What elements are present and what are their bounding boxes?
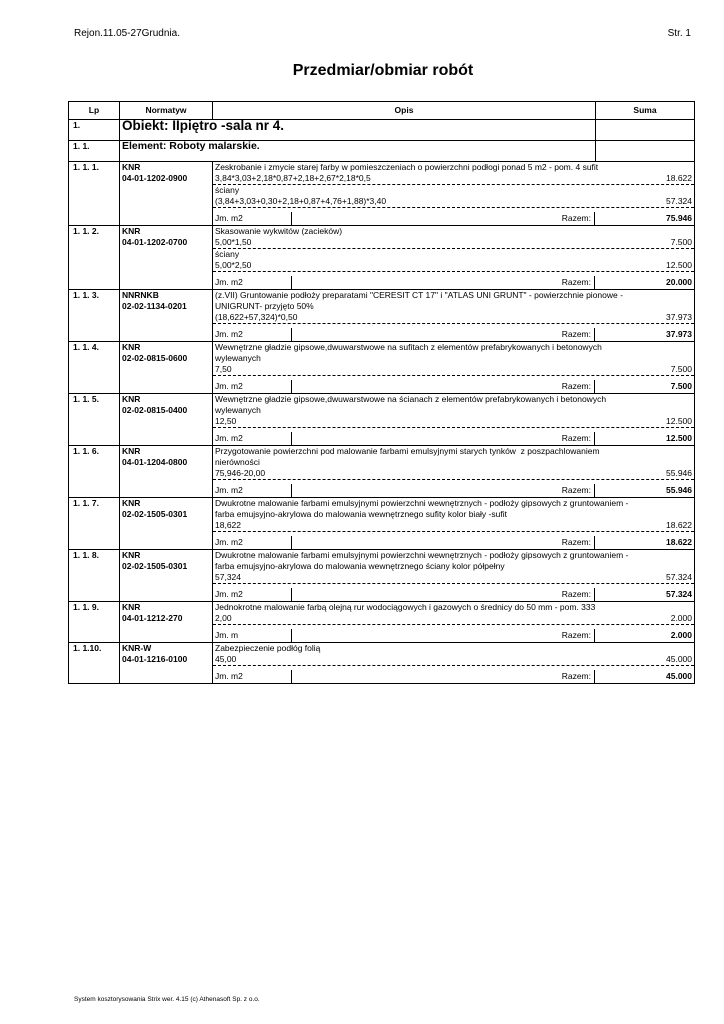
item-description: Skasowanie wykwitów (zacieków) 5,00*1,50 bbox=[215, 226, 343, 247]
item-lp: 1. 1. 5. bbox=[69, 394, 120, 446]
item-lp: 1. 1. 3. bbox=[69, 290, 120, 342]
item-unit: Jm. m2 bbox=[213, 432, 292, 445]
item-lp: 1. 1. 4. bbox=[69, 342, 120, 394]
item-opis bbox=[213, 446, 695, 498]
item-total-line bbox=[213, 588, 694, 601]
item-normatyw bbox=[120, 342, 213, 394]
item-row bbox=[69, 290, 695, 342]
item-norm-catalog: KNR bbox=[122, 498, 141, 508]
item-sub-entry bbox=[213, 162, 694, 185]
item-opis bbox=[213, 643, 695, 684]
item-unit: Jm. m bbox=[213, 629, 292, 642]
item-description: Zabezpieczenie podłóg folią 45,00 bbox=[215, 643, 321, 664]
page-title: Przedmiar/obmiar robót bbox=[292, 62, 474, 79]
item-sub-value: 7.500 bbox=[670, 237, 692, 247]
item-total-line bbox=[213, 212, 694, 225]
item-total: 45.000 bbox=[666, 671, 692, 681]
col-header-opis: Opis bbox=[213, 102, 596, 120]
item-normatyw bbox=[120, 446, 213, 498]
item-total: 37.973 bbox=[666, 329, 692, 339]
item-description: Wewnętrzne gładzie gipsowe,dwuwarstwowe na ścianach z elementów prefabrykowanych i betonowych wylewanych 12,50 bbox=[215, 394, 607, 426]
item-normatyw bbox=[120, 498, 213, 550]
col-header-normatyw: Normatyw bbox=[120, 102, 213, 120]
object-row bbox=[69, 120, 695, 141]
item-norm-code: 02-02-1134-0201 bbox=[122, 301, 187, 311]
item-lp: 1. 1. 2. bbox=[69, 226, 120, 290]
item-lp: 1. 1. 9. bbox=[69, 602, 120, 643]
item-total-line bbox=[213, 276, 694, 289]
razem-label: Razem: bbox=[292, 328, 595, 341]
item-total: 2.000 bbox=[670, 630, 692, 640]
item-description: Zeskrobanie i zmycie starej farby w pomieszczeniach o powierzchni podłogi ponad 5 m2 - pom. 4 sufit 3,84*3,03+2,18*0,87+2,18+2,67*2,18*0,5 bbox=[215, 162, 599, 183]
item-norm-code: 04-01-1202-0700 bbox=[122, 237, 188, 247]
item-norm-code: 04-01-1212-270 bbox=[122, 613, 183, 623]
item-row bbox=[69, 162, 695, 226]
item-unit: Jm. m2 bbox=[213, 484, 292, 497]
col-header-suma: Suma bbox=[596, 102, 695, 120]
item-normatyw bbox=[120, 550, 213, 602]
object-suma-cell bbox=[596, 120, 695, 141]
item-opis bbox=[213, 498, 695, 550]
item-description: (z.VII) Gruntowanie podłoży preparatami "CERESIT CT 17" i "ATLAS UNI GRUNT" - powierzchnie pionowe - UNIGRUNT- przyjęto 50% (18,622+57,324)*0,50 bbox=[215, 290, 623, 322]
page-number: Str. 1 bbox=[667, 28, 691, 39]
element-row bbox=[69, 141, 695, 162]
item-description: ściany 5,00*2,50 bbox=[215, 249, 252, 270]
item-unit: Jm. m2 bbox=[213, 588, 292, 601]
item-total-line bbox=[213, 380, 694, 393]
item-norm-catalog: KNR bbox=[122, 226, 141, 236]
item-norm-catalog: KNR bbox=[122, 550, 141, 560]
item-norm-code: 02-02-1505-0301 bbox=[122, 561, 188, 571]
item-row bbox=[69, 498, 695, 550]
item-description: Przygotowanie powierzchni pod malowanie farbami emulsyjnymi starych tynków z poszpachlowaniem nierówności 75,946-20,00 bbox=[215, 446, 600, 478]
item-total-line bbox=[213, 484, 694, 497]
item-sub-value: 7.500 bbox=[670, 364, 692, 374]
razem-label: Razem: bbox=[292, 212, 595, 225]
item-sub-entry bbox=[213, 342, 694, 376]
item-normatyw bbox=[120, 602, 213, 643]
item-sub-entry bbox=[213, 185, 694, 208]
item-sub-entry bbox=[213, 550, 694, 584]
element-suma-cell bbox=[596, 141, 695, 162]
item-norm-catalog: KNR bbox=[122, 602, 141, 612]
item-norm-code: 02-02-0815-0400 bbox=[122, 405, 188, 415]
item-opis bbox=[213, 162, 695, 226]
object-title: Obiekt: IIpiętro -sala nr 4. bbox=[120, 120, 596, 141]
item-description: Dwukrotne malowanie farbami emulsyjnymi powierzchni wewnętrznych - podłoży gipsowych z gruntowaniem - farba emujsyjno-akrylowa do malowania wewnętrznego sufity kolor biały -sufit 18,622 bbox=[215, 498, 629, 530]
razem-label: Razem: bbox=[292, 536, 595, 549]
item-total: 7.500 bbox=[670, 381, 692, 391]
item-unit: Jm. m2 bbox=[213, 536, 292, 549]
estimate-table bbox=[68, 101, 695, 684]
razem-label: Razem: bbox=[292, 484, 595, 497]
item-norm-code: 02-02-1505-0301 bbox=[122, 509, 188, 519]
item-total-line bbox=[213, 670, 694, 683]
item-norm-catalog: KNR bbox=[122, 162, 141, 172]
item-total-line bbox=[213, 536, 694, 549]
razem-label: Razem: bbox=[292, 670, 595, 683]
item-sub-value: 55.946 bbox=[666, 468, 692, 478]
item-sub-entry bbox=[213, 643, 694, 666]
item-lp: 1. 1. 6. bbox=[69, 446, 120, 498]
item-row bbox=[69, 342, 695, 394]
item-norm-code: 04-01-1202-0900 bbox=[122, 173, 188, 183]
item-total: 18.622 bbox=[666, 537, 692, 547]
item-total-line bbox=[213, 328, 694, 341]
element-title: Element: Roboty malarskie. bbox=[120, 141, 596, 162]
item-sub-value: 57.324 bbox=[666, 572, 692, 582]
item-unit: Jm. m2 bbox=[213, 670, 292, 683]
item-total: 57.324 bbox=[666, 589, 692, 599]
item-norm-catalog: KNR bbox=[122, 394, 141, 404]
item-opis bbox=[213, 226, 695, 290]
item-row bbox=[69, 226, 695, 290]
item-opis bbox=[213, 602, 695, 643]
item-norm-code: 04-01-1204-0800 bbox=[122, 457, 188, 467]
item-sub-entry bbox=[213, 498, 694, 532]
item-normatyw bbox=[120, 290, 213, 342]
item-sub-value: 57.324 bbox=[666, 196, 692, 206]
table-header-row bbox=[69, 102, 695, 120]
item-unit: Jm. m2 bbox=[213, 212, 292, 225]
item-sub-value: 37.973 bbox=[666, 312, 692, 322]
col-header-lp: Lp bbox=[69, 102, 120, 120]
razem-label: Razem: bbox=[292, 588, 595, 601]
item-opis bbox=[213, 394, 695, 446]
item-sub-entry bbox=[213, 446, 694, 480]
item-sub-entry bbox=[213, 290, 694, 324]
item-unit: Jm. m2 bbox=[213, 380, 292, 393]
item-description: Jednokrotne malowanie farbą olejną rur wodociągowych i gazowych o średnicy do 50 mm - pom. 333 2,00 bbox=[215, 602, 596, 623]
item-total: 12.500 bbox=[666, 433, 692, 443]
item-total-line bbox=[213, 629, 694, 642]
item-sub-value: 2.000 bbox=[670, 613, 692, 623]
item-opis bbox=[213, 550, 695, 602]
item-sub-value: 18.622 bbox=[666, 520, 692, 530]
razem-label: Razem: bbox=[292, 629, 595, 642]
item-description: Wewnętrzne gładzie gipsowe,dwuwarstwowe na sufitach z elementów prefabrykowanych i betonowych wylewanych 7,50 bbox=[215, 342, 602, 374]
item-normatyw bbox=[120, 394, 213, 446]
item-row bbox=[69, 446, 695, 498]
item-norm-catalog: KNR bbox=[122, 342, 141, 352]
item-sub-entry bbox=[213, 394, 694, 428]
item-sub-entry bbox=[213, 226, 694, 249]
item-unit: Jm. m2 bbox=[213, 276, 292, 289]
item-normatyw bbox=[120, 162, 213, 226]
item-description: Dwukrotne malowanie farbami emulsyjnymi powierzchni wewnętrznych - podłoży gipsowych z gruntowaniem - farba emujsyjno-akrylowa do malowania wewnętrznego ściany kolor półpełny 57,324 bbox=[215, 550, 629, 582]
element-lp: 1. 1. bbox=[69, 141, 120, 162]
item-norm-catalog: NNRNKB bbox=[122, 290, 159, 300]
footer-text: System kosztorysowania Strix wer. 4.15 (c) Athenasoft Sp. z o.o. bbox=[74, 996, 260, 1003]
item-sub-entry bbox=[213, 602, 694, 625]
item-sub-value: 45.000 bbox=[666, 654, 692, 664]
item-row bbox=[69, 394, 695, 446]
item-lp: 1. 1.10. bbox=[69, 643, 120, 684]
item-norm-code: 04-01-1216-0100 bbox=[122, 654, 188, 664]
item-description: ściany (3,84+3,03+0,30+2,18+0,87+4,76+1,88)*3,40 bbox=[215, 185, 387, 206]
item-norm-catalog: KNR bbox=[122, 446, 141, 456]
item-normatyw bbox=[120, 226, 213, 290]
item-row bbox=[69, 550, 695, 602]
item-norm-code: 02-02-0815-0600 bbox=[122, 353, 188, 363]
item-lp: 1. 1. 7. bbox=[69, 498, 120, 550]
item-sub-value: 12.500 bbox=[666, 416, 692, 426]
item-total-line bbox=[213, 432, 694, 445]
item-total: 55.946 bbox=[666, 485, 692, 495]
item-total: 75.946 bbox=[666, 213, 692, 223]
item-normatyw bbox=[120, 643, 213, 684]
item-lp: 1. 1. 1. bbox=[69, 162, 120, 226]
item-opis bbox=[213, 290, 695, 342]
header-left: Rejon.11.05-27Grudnia. bbox=[74, 28, 180, 39]
item-row bbox=[69, 602, 695, 643]
item-opis bbox=[213, 342, 695, 394]
item-sub-entry bbox=[213, 249, 694, 272]
item-sub-value: 18.622 bbox=[666, 173, 692, 183]
razem-label: Razem: bbox=[292, 380, 595, 393]
razem-label: Razem: bbox=[292, 276, 595, 289]
razem-label: Razem: bbox=[292, 432, 595, 445]
item-norm-catalog: KNR-W bbox=[122, 643, 152, 653]
object-lp: 1. bbox=[69, 120, 120, 141]
item-row bbox=[69, 643, 695, 684]
item-sub-value: 12.500 bbox=[666, 260, 692, 270]
item-lp: 1. 1. 8. bbox=[69, 550, 120, 602]
item-unit: Jm. m2 bbox=[213, 328, 292, 341]
item-total: 20.000 bbox=[666, 277, 692, 287]
